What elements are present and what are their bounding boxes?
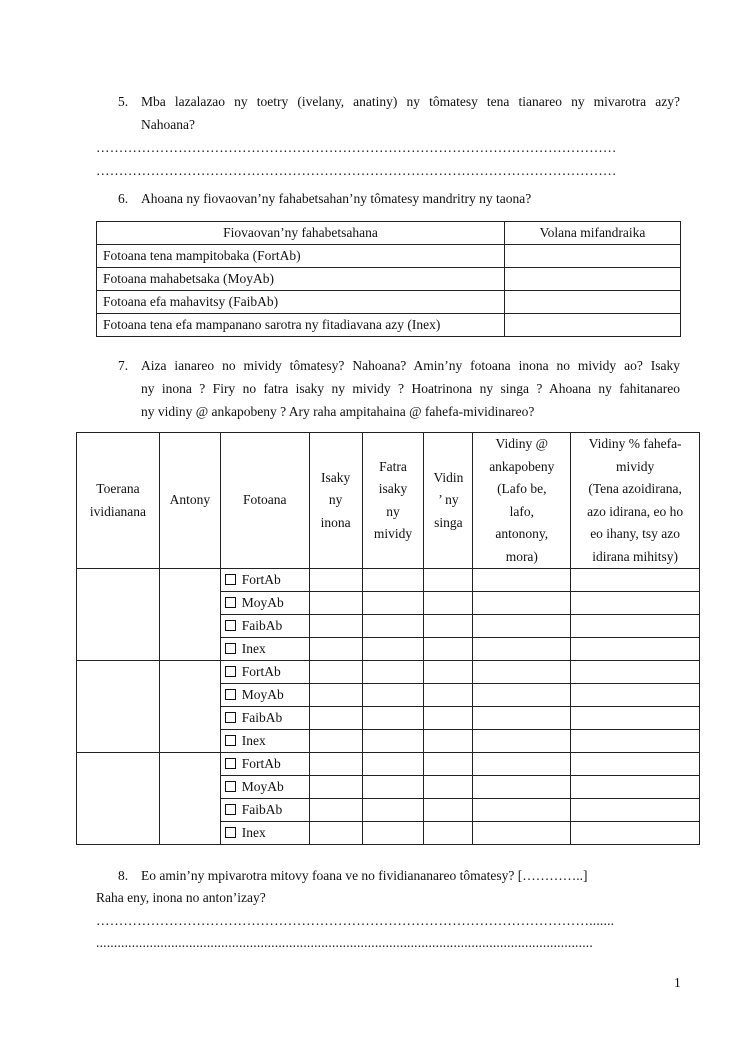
fotoana-option[interactable] xyxy=(220,661,309,684)
entry-cell[interactable] xyxy=(309,776,362,799)
row-label: Fotoana efa mahavitsy (FaibAb) xyxy=(97,291,505,314)
header-vidiny-fahefa: Vidiny % fahefa- mividy (Tena azoidirana, azo idirana, eo ho eo ihany, tsy azo idirana mihitsy) xyxy=(571,433,700,569)
entry-cell[interactable] xyxy=(309,615,362,638)
entry-cell[interactable] xyxy=(571,822,700,845)
checkbox[interactable] xyxy=(225,804,236,815)
entry-cell[interactable] xyxy=(571,799,700,822)
fotoana-option[interactable] xyxy=(220,684,309,707)
entry-cell[interactable] xyxy=(571,569,700,592)
answer-dots: …………………………………………………………………………………………………… xyxy=(96,140,617,155)
option-label: FaibAb xyxy=(241,618,283,633)
entry-cell[interactable] xyxy=(309,753,362,776)
entry-cell[interactable] xyxy=(309,707,362,730)
entry-cell[interactable] xyxy=(362,684,424,707)
table-header-row xyxy=(97,222,681,245)
checkbox[interactable] xyxy=(225,735,236,746)
q7-line3: ny vidiny @ ankapobeny ? Ary raha ampitahaina @ fahefa-mividinareo? xyxy=(141,404,535,419)
row-label: Fotoana mahabetsaka (MoyAb) xyxy=(97,268,505,291)
antony-cell[interactable] xyxy=(159,661,220,753)
q8-number: 8. xyxy=(118,868,129,883)
fotoana-option[interactable] xyxy=(220,569,309,592)
checkbox[interactable] xyxy=(225,712,236,723)
entry-cell[interactable] xyxy=(424,638,473,661)
table-row xyxy=(97,268,681,291)
q6-number: 6. xyxy=(118,191,129,206)
fotoana-option[interactable] xyxy=(220,730,309,753)
entry-cell[interactable] xyxy=(362,615,424,638)
q5-number: 5. xyxy=(118,94,129,109)
checkbox[interactable] xyxy=(225,758,236,769)
table-row xyxy=(97,245,681,268)
month-input-cell[interactable] xyxy=(505,245,681,268)
header-toerana: Toerana ividianana xyxy=(77,433,160,569)
entry-cell[interactable] xyxy=(309,822,362,845)
answer-dots: …………………………………………………………………………………………………… xyxy=(96,163,617,178)
entry-cell[interactable] xyxy=(362,707,424,730)
option-label: FortAb xyxy=(241,664,281,679)
row-label: Fotoana tena mampitobaka (FortAb) xyxy=(97,245,505,268)
header-volana: Volana mifandraika xyxy=(505,222,681,245)
entry-cell[interactable] xyxy=(473,822,571,845)
entry-cell[interactable] xyxy=(473,661,571,684)
month-input-cell[interactable] xyxy=(505,314,681,337)
fotoana-option[interactable] xyxy=(220,753,309,776)
header-fiovaovana: Fiovaovan’ny fahabetsahana xyxy=(97,222,505,245)
answer-dots: ………………………………………………………………………………………………....... xyxy=(96,913,615,928)
entry-cell[interactable] xyxy=(362,730,424,753)
entry-cell[interactable] xyxy=(362,799,424,822)
entry-cell[interactable] xyxy=(424,615,473,638)
entry-cell[interactable] xyxy=(362,592,424,615)
header-isaky: Isaky ny inona xyxy=(309,433,362,569)
entry-cell[interactable] xyxy=(309,638,362,661)
entry-cell[interactable] xyxy=(424,707,473,730)
answer-dots: ........................................................................................................................................... xyxy=(96,935,593,950)
header-vidin: Vidin ’ ny singa xyxy=(424,433,473,569)
entry-cell[interactable] xyxy=(473,615,571,638)
entry-cell[interactable] xyxy=(473,569,571,592)
entry-cell[interactable] xyxy=(424,684,473,707)
antony-cell[interactable] xyxy=(159,569,220,661)
entry-cell[interactable] xyxy=(571,592,700,615)
toerana-cell[interactable] xyxy=(77,569,160,661)
entry-cell[interactable] xyxy=(473,753,571,776)
q7-number: 7. xyxy=(118,358,129,373)
entry-cell[interactable] xyxy=(309,569,362,592)
option-label: FortAb xyxy=(241,572,281,587)
entry-cell[interactable] xyxy=(571,776,700,799)
q6-text: Ahoana ny fiovaovan’ny fahabetsahan’ny tômatesy mandritry ny taona? xyxy=(141,191,532,206)
table-row xyxy=(77,569,700,592)
fotoana-option[interactable] xyxy=(220,822,309,845)
entry-cell[interactable] xyxy=(424,730,473,753)
fotoana-option[interactable] xyxy=(220,799,309,822)
entry-cell[interactable] xyxy=(362,569,424,592)
entry-cell[interactable] xyxy=(309,592,362,615)
entry-cell[interactable] xyxy=(473,707,571,730)
entry-cell[interactable] xyxy=(473,776,571,799)
q8-text: Eo amin’ny mpivarotra mitovy foana ve no fividiananareo tômatesy? […………..] xyxy=(141,868,588,883)
purchase-table-body xyxy=(77,569,700,845)
entry-cell[interactable] xyxy=(309,684,362,707)
option-label: FaibAb xyxy=(241,710,283,725)
entry-cell[interactable] xyxy=(362,822,424,845)
entry-cell[interactable] xyxy=(424,661,473,684)
entry-cell[interactable] xyxy=(362,776,424,799)
q5-line1: Mba lazalazao ny toetry (ivelany, anatiny) ny tômatesy tena tianareo ny mivarotra azy? xyxy=(141,94,680,109)
fotoana-option[interactable] xyxy=(220,592,309,615)
entry-cell[interactable] xyxy=(571,638,700,661)
checkbox[interactable] xyxy=(225,597,236,608)
fluctuation-table xyxy=(96,221,681,337)
header-antony: Antony xyxy=(159,433,220,569)
table-header-row xyxy=(77,433,700,569)
q5-line2: Nahoana? xyxy=(141,117,195,132)
option-label: Inex xyxy=(241,641,266,656)
checkbox[interactable] xyxy=(225,643,236,654)
entry-cell[interactable] xyxy=(473,730,571,753)
row-label: Fotoana tena efa mampanano sarotra ny fitadiavana azy (Inex) xyxy=(97,314,505,337)
header-fatra: Fatra isaky ny mividy xyxy=(362,433,424,569)
entry-cell[interactable] xyxy=(473,799,571,822)
toerana-cell[interactable] xyxy=(77,661,160,753)
table-row xyxy=(97,314,681,337)
month-input-cell[interactable] xyxy=(505,291,681,314)
q8-line2: Raha eny, inona no anton’izay? xyxy=(96,890,266,905)
entry-cell[interactable] xyxy=(424,592,473,615)
entry-cell[interactable] xyxy=(571,684,700,707)
entry-cell[interactable] xyxy=(424,776,473,799)
checkbox[interactable] xyxy=(225,620,236,631)
fotoana-option[interactable] xyxy=(220,615,309,638)
entry-cell[interactable] xyxy=(424,822,473,845)
q7-line1: Aiza ianareo no mividy tômatesy? Nahoana? Amin’ny fotoana inona no mividy ao? Isaky xyxy=(141,358,680,373)
entry-cell[interactable] xyxy=(571,730,700,753)
entry-cell[interactable] xyxy=(424,799,473,822)
entry-cell[interactable] xyxy=(309,799,362,822)
entry-cell[interactable] xyxy=(571,615,700,638)
checkbox[interactable] xyxy=(225,574,236,585)
entry-cell[interactable] xyxy=(473,592,571,615)
option-label: Inex xyxy=(241,733,266,748)
entry-cell[interactable] xyxy=(309,730,362,753)
entry-cell[interactable] xyxy=(473,684,571,707)
entry-cell[interactable] xyxy=(571,753,700,776)
table-row xyxy=(97,291,681,314)
entry-cell[interactable] xyxy=(424,753,473,776)
option-label: Inex xyxy=(241,825,266,840)
option-label: MoyAb xyxy=(241,595,284,610)
option-label: MoyAb xyxy=(241,779,284,794)
month-input-cell[interactable] xyxy=(505,268,681,291)
entry-cell[interactable] xyxy=(362,753,424,776)
entry-cell[interactable] xyxy=(473,638,571,661)
toerana-cell[interactable] xyxy=(77,753,160,845)
q7-line2: ny inona ? Firy no fatra isaky ny mividy ? Hoatrinona ny singa ? Ahoana ny fahitanareo xyxy=(141,381,680,396)
table-row xyxy=(77,753,700,776)
entry-cell[interactable] xyxy=(362,638,424,661)
header-fotoana: Fotoana xyxy=(220,433,309,569)
entry-cell[interactable] xyxy=(362,661,424,684)
entry-cell[interactable] xyxy=(424,569,473,592)
header-vidiny-ankapobeny: Vidiny @ ankapobeny (Lafo be, lafo, antonony, mora) xyxy=(473,433,571,569)
fotoana-option[interactable] xyxy=(220,707,309,730)
antony-cell[interactable] xyxy=(159,753,220,845)
entry-cell[interactable] xyxy=(571,707,700,730)
page-number: 1 xyxy=(674,975,681,990)
fotoana-option[interactable] xyxy=(220,638,309,661)
checkbox[interactable] xyxy=(225,689,236,700)
checkbox[interactable] xyxy=(225,781,236,792)
entry-cell[interactable] xyxy=(571,661,700,684)
option-label: MoyAb xyxy=(241,687,284,702)
option-label: FortAb xyxy=(241,756,281,771)
checkbox[interactable] xyxy=(225,827,236,838)
purchase-table xyxy=(76,432,700,845)
checkbox[interactable] xyxy=(225,666,236,677)
table-row xyxy=(77,661,700,684)
option-label: FaibAb xyxy=(241,802,283,817)
fotoana-option[interactable] xyxy=(220,776,309,799)
entry-cell[interactable] xyxy=(309,661,362,684)
